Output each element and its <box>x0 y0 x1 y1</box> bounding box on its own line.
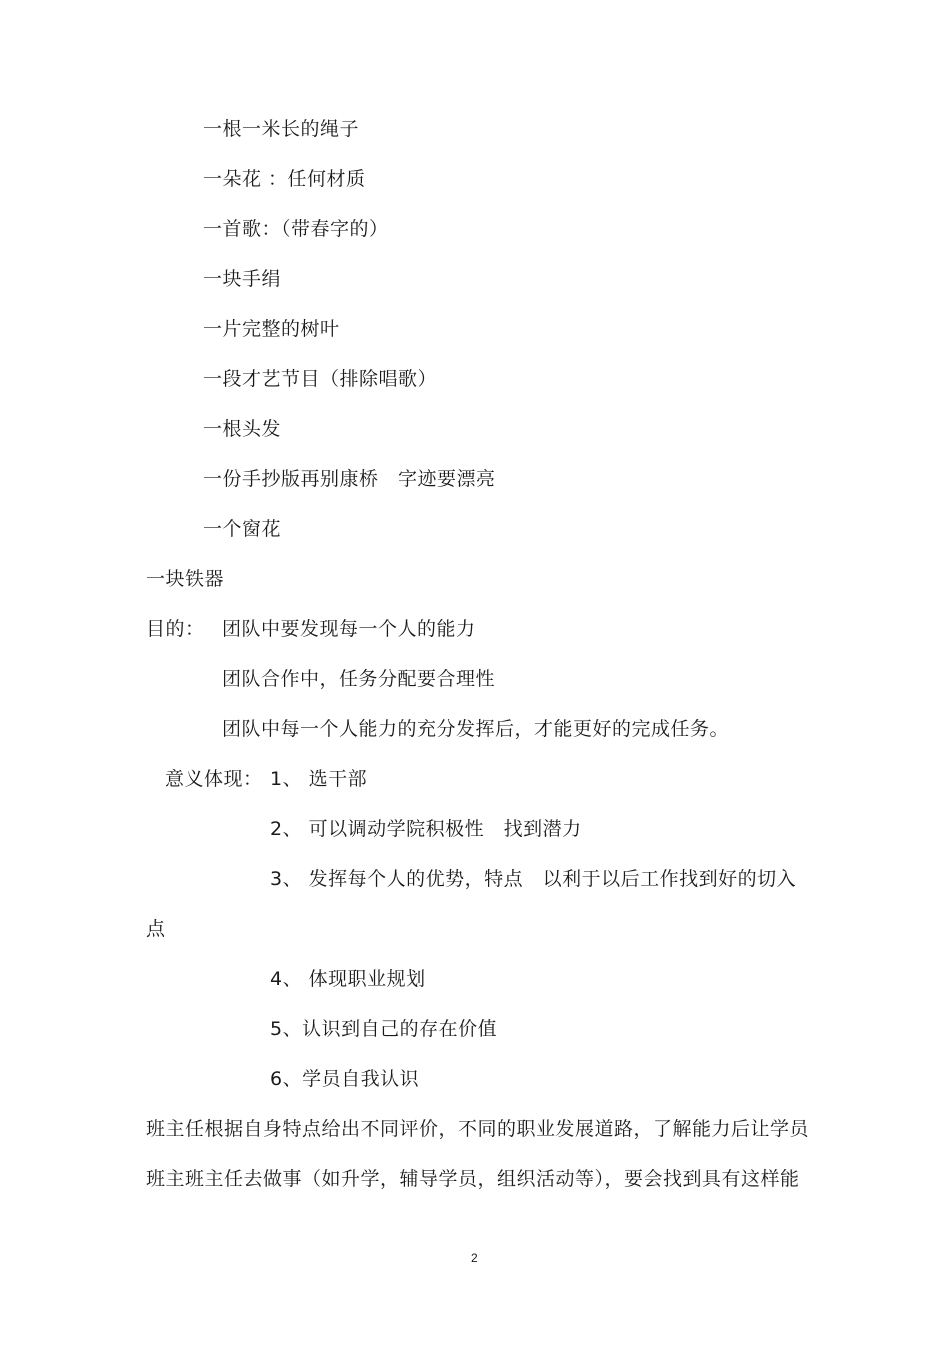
list-item: 一根一米长的绳子 <box>203 118 360 140</box>
list-item: 一朵花 ：任何材质 <box>203 168 366 190</box>
meaning-point: 5、认识到自己的存在价值 <box>270 1018 498 1040</box>
meaning-point: 4、 体现职业规划 <box>270 968 426 990</box>
list-item: 一根头发 <box>203 418 282 440</box>
list-item: 一块铁器 <box>146 568 225 590</box>
list-item: 一段才艺节目（排除唱歌） <box>203 368 438 390</box>
purpose-label: 目的： <box>146 618 205 640</box>
meaning-point: 3、 发挥每个人的优势，特点 以利于以后工作找到好的切入 <box>270 868 797 890</box>
meaning-point: 1、 选干部 <box>270 768 368 790</box>
meaning-point-continuation: 点 <box>146 918 166 940</box>
list-item: 一片完整的树叶 <box>203 318 340 340</box>
page-number: 2 <box>471 1251 478 1265</box>
purpose-line: 团队合作中，任务分配要合理性 <box>222 668 496 690</box>
list-item: 一份手抄版再别康桥 字迹要漂亮 <box>203 468 496 490</box>
list-item: 一块手绢 <box>203 268 282 290</box>
purpose-line: 团队中每一个人能力的充分发挥后，才能更好的完成任务。 <box>222 718 730 740</box>
meaning-point: 6、学员自我认识 <box>270 1068 420 1090</box>
list-item: 一首歌：（带春字的） <box>203 218 389 240</box>
meaning-point: 2、 可以调动学院积极性 找到潜力 <box>270 818 582 840</box>
purpose-line: 团队中要发现每一个人的能力 <box>222 618 476 640</box>
meaning-label: 意义体现： <box>165 768 263 790</box>
paragraph-line: 班主班主任去做事（如升学，辅导学员，组织活动等），要会找到具有这样能 <box>146 1168 800 1190</box>
paragraph-line: 班主任根据自身特点给出不同评价，不同的职业发展道路，了解能力后让学员 <box>146 1118 810 1140</box>
list-item: 一个窗花 <box>203 518 282 540</box>
